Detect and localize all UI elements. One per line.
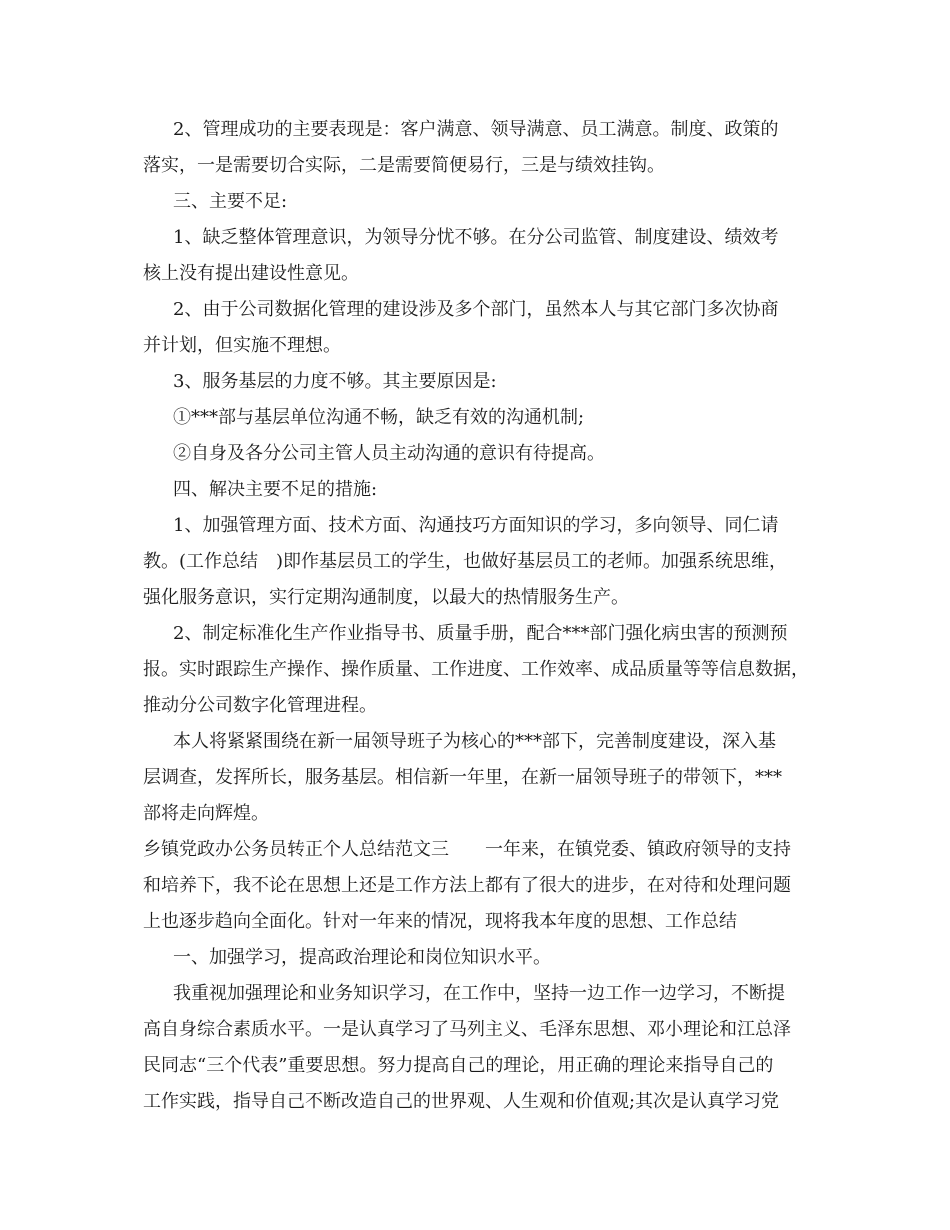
section-heading: 三、主要不足: xyxy=(173,191,288,212)
section-heading: 一、加强学习，提高政治理论和岗位知识水平。 xyxy=(173,947,551,968)
text-line: 层调查，发挥所长，服务基层。相信新一年里，在新一届领导班子的带领下，*** xyxy=(143,767,782,788)
text-line: 并计划，但实施不理想。 xyxy=(143,335,341,356)
text-line: 上也逐步趋向全面化。针对一年来的情况，现将我本年度的思想、工作总结 xyxy=(143,911,737,932)
text-line: 乡镇党政办公务员转正个人总结范文三 一年来，在镇党委、镇政府领导的支持 xyxy=(143,839,791,860)
text-line: 核上没有提出建设性意见。 xyxy=(143,263,359,284)
text-line: 和培养下，我不论在思想上还是工作方法上都有了很大的进步，在对待和处理问题 xyxy=(143,875,791,896)
text-line: 2、制定标准化生产作业指导书、质量手册，配合***部门强化病虫害的预测预 xyxy=(173,623,788,644)
text-line: 3、服务基层的力度不够。其主要原因是: xyxy=(173,371,497,392)
text-line: 报。实时跟踪生产操作、操作质量、工作进度、工作效率、成品质量等等信息数据， xyxy=(143,659,809,680)
text-line: 2、管理成功的主要表现是：客户满意、领导满意、员工满意。制度、政策的 xyxy=(173,119,779,140)
text-line: 教。(工作总结 )即作基层员工的学生，也做好基层员工的老师。加强系统思维， xyxy=(143,551,788,572)
text-line: 1、加强管理方面、技术方面、沟通技巧方面知识的学习，多向领导、同仁请 xyxy=(173,515,779,536)
text-line: 高自身综合素质水平。一是认真学习了马列主义、毛泽东思想、邓小理论和江总泽 xyxy=(143,1019,791,1040)
text-line: 民同志“三个代表”重要思想。努力提高自己的理论，用正确的理论来指导自己的 xyxy=(143,1055,774,1076)
text-line: 1、缺乏整体管理意识，为领导分忧不够。在分公司监管、制度建设、绩效考 xyxy=(173,227,779,248)
text-line: 本人将紧紧围绕在新一届领导班子为核心的***部下，完善制度建设，深入基 xyxy=(173,731,776,752)
text-line: 我重视加强理论和业务知识学习，在工作中，坚持一边工作一边学习，不断提 xyxy=(173,983,785,1004)
text-line: 2、由于公司数据化管理的建设涉及多个部门，虽然本人与其它部门多次协商 xyxy=(173,299,779,320)
section-heading: 四、解决主要不足的措施: xyxy=(173,479,378,500)
text-line: 部将走向辉煌。 xyxy=(143,803,269,824)
text-line: 落实，一是需要切合实际，二是需要简便易行，三是与绩效挂钩。 xyxy=(143,155,665,176)
text-line: ②自身及各分公司主管人员主动沟通的意识有待提高。 xyxy=(173,443,605,464)
text-line: ①***部与基层单位沟通不畅，缺乏有效的沟通机制; xyxy=(173,407,585,428)
text-line: 强化服务意识，实行定期沟通制度，以最大的热情服务生产。 xyxy=(143,587,629,608)
text-line: 工作实践，指导自己不断改造自己的世界观、人生观和价值观;其次是认真学习党 xyxy=(143,1091,780,1112)
text-line: 推动分公司数字化管理进程。 xyxy=(143,695,377,716)
